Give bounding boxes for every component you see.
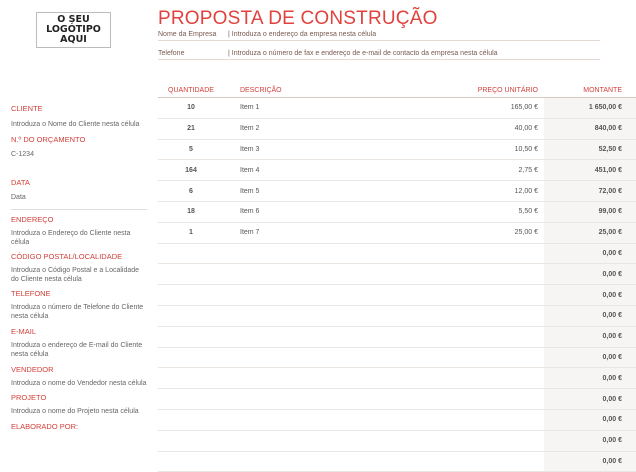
phone-row <box>158 48 600 60</box>
sidebar-divider <box>11 209 147 210</box>
seller-text[interactable]: Introduza o nome do Vendedor nesta célula <box>11 379 147 387</box>
table-row <box>158 160 636 181</box>
header-desc: DESCRIÇÃO <box>224 84 422 98</box>
cell-price[interactable]: 2,75 € <box>422 160 544 181</box>
quote-label: N.º DO ORÇAMENTO <box>11 134 86 144</box>
cell-qty[interactable] <box>158 285 224 306</box>
table-row <box>158 201 636 222</box>
postal-label: CÓDIGO POSTAL/LOCALIDADE <box>11 251 123 261</box>
email-label: E-MAIL <box>11 326 37 336</box>
cell-amount[interactable]: 0,00 € <box>544 389 636 410</box>
cell-desc[interactable] <box>224 305 422 326</box>
cell-desc[interactable] <box>224 430 422 451</box>
cell-amount[interactable]: 25,00 € <box>544 222 636 243</box>
table-row <box>158 347 636 368</box>
project-label: PROJETO <box>11 393 47 402</box>
cell-amount[interactable]: 840,00 € <box>544 118 636 139</box>
cell-desc[interactable] <box>224 347 422 368</box>
cell-price[interactable] <box>422 409 544 430</box>
cell-price[interactable]: 165,00 € <box>422 98 544 119</box>
company-label: Nome da Empresa <box>158 31 217 38</box>
cell-qty[interactable]: 10 <box>158 98 224 119</box>
table-row <box>158 118 636 139</box>
cell-qty[interactable]: 1 <box>158 222 224 243</box>
header-qty: QUANTIDADE <box>158 84 224 98</box>
cell-desc[interactable]: Item 1 <box>224 98 422 119</box>
cell-amount[interactable]: 0,00 € <box>544 305 636 326</box>
cell-price[interactable] <box>422 347 544 368</box>
cell-desc[interactable] <box>224 243 422 264</box>
cell-amount[interactable]: 1 650,00 € <box>544 98 636 119</box>
email-text[interactable]: Introduza o endereço de E-mail do Cliente nesta célula <box>11 341 143 358</box>
cell-amount[interactable]: 0,00 € <box>544 264 636 285</box>
cell-desc[interactable]: Item 6 <box>224 201 422 222</box>
cell-qty[interactable] <box>158 368 224 389</box>
date-text[interactable]: Data <box>11 194 26 201</box>
cell-desc[interactable]: Item 7 <box>224 222 422 243</box>
table-row <box>158 181 636 202</box>
cell-amount[interactable]: 0,00 € <box>544 347 636 368</box>
cell-desc[interactable] <box>224 285 422 306</box>
table-header-row <box>158 84 636 98</box>
table-row <box>158 98 636 119</box>
cell-qty[interactable] <box>158 389 224 410</box>
cell-price[interactable] <box>422 389 544 410</box>
cell-price[interactable] <box>422 264 544 285</box>
cell-amount[interactable]: 52,50 € <box>544 139 636 160</box>
cell-qty[interactable] <box>158 305 224 326</box>
table-row <box>158 305 636 326</box>
cell-qty[interactable] <box>158 430 224 451</box>
items-table <box>158 84 636 472</box>
cell-price[interactable]: 25,00 € <box>422 222 544 243</box>
cell-price[interactable] <box>422 305 544 326</box>
cell-price[interactable] <box>422 451 544 472</box>
project-text[interactable]: Introduza o nome do Projeto nesta célula <box>11 408 139 415</box>
header-amount: MONTANTE <box>544 84 636 98</box>
cell-desc[interactable] <box>224 389 422 410</box>
date-label: DATA <box>11 178 30 187</box>
table-row <box>158 326 636 347</box>
cell-amount[interactable]: 0,00 € <box>544 243 636 264</box>
seller-label: VENDEDOR <box>11 364 54 374</box>
cell-price[interactable] <box>422 368 544 389</box>
cell-desc[interactable] <box>224 368 422 389</box>
cell-price[interactable]: 5,50 € <box>422 201 544 222</box>
cell-amount[interactable]: 0,00 € <box>544 285 636 306</box>
cell-qty[interactable]: 21 <box>158 118 224 139</box>
cell-price[interactable]: 40,00 € <box>422 118 544 139</box>
cell-qty[interactable] <box>158 451 224 472</box>
table-row <box>158 368 636 389</box>
address-text[interactable]: Introduza o Endereço do Cliente nesta célula <box>11 229 131 246</box>
cell-desc[interactable]: Item 3 <box>224 139 422 160</box>
cell-qty[interactable]: 164 <box>158 160 224 181</box>
cell-amount[interactable]: 99,00 € <box>544 201 636 222</box>
prepared-label: ELABORADO POR: <box>11 421 79 431</box>
phone-label: Telefone <box>158 50 185 57</box>
company-value[interactable]: | Introduza o endereço da empresa nesta célula <box>228 31 377 38</box>
cell-desc[interactable] <box>224 264 422 285</box>
cell-amount[interactable]: 0,00 € <box>544 430 636 451</box>
cell-qty[interactable]: 5 <box>158 139 224 160</box>
cell-qty[interactable] <box>158 264 224 285</box>
table-row <box>158 430 636 451</box>
table-row <box>158 409 636 430</box>
cell-price[interactable] <box>422 243 544 264</box>
cell-desc[interactable] <box>224 326 422 347</box>
cell-desc[interactable] <box>224 409 422 430</box>
table-row <box>158 139 636 160</box>
page-title: PROPOSTA DE CONSTRUÇÃO <box>158 8 438 29</box>
cell-qty[interactable] <box>158 347 224 368</box>
cell-qty[interactable]: 18 <box>158 201 224 222</box>
table-row <box>158 243 636 264</box>
cell-desc[interactable]: Item 4 <box>224 160 422 181</box>
client-label: CLIENTE <box>11 104 43 113</box>
phone-value[interactable]: | Introduza o número de fax e endereço de e-mail de contacto da empresa nesta célula <box>228 50 498 57</box>
cell-price[interactable] <box>422 430 544 451</box>
cell-qty[interactable] <box>158 409 224 430</box>
company-row <box>158 29 600 41</box>
table-row <box>158 222 636 243</box>
cell-desc[interactable]: Item 5 <box>224 181 422 202</box>
address-label: ENDEREÇO <box>11 214 54 224</box>
table-row <box>158 389 636 410</box>
cell-amount[interactable]: 0,00 € <box>544 451 636 472</box>
cell-qty[interactable] <box>158 243 224 264</box>
table-row <box>158 264 636 285</box>
cell-amount[interactable]: 451,00 € <box>544 160 636 181</box>
cell-amount[interactable]: 0,00 € <box>544 368 636 389</box>
table-row <box>158 285 636 306</box>
cell-price[interactable]: 12,00 € <box>422 181 544 202</box>
cell-amount[interactable]: 0,00 € <box>544 326 636 347</box>
postal-text[interactable]: Introduza o Código Postal e a Localidade do Cliente nesta célula <box>11 266 140 283</box>
cell-price[interactable]: 10,50 € <box>422 139 544 160</box>
client-text[interactable]: Introduza o Nome do Cliente nesta célula <box>11 121 140 128</box>
table-row <box>158 451 636 472</box>
client-sidebar <box>11 104 147 431</box>
cell-desc[interactable]: Item 2 <box>224 118 422 139</box>
phone-label: TELEFONE <box>11 288 51 298</box>
header-price: PREÇO UNITÁRIO <box>422 84 544 98</box>
cell-amount[interactable]: 72,00 € <box>544 181 636 202</box>
logo-text: O SEU LOGÓTIPO AQUI <box>46 14 101 45</box>
phone-text[interactable]: Introduza o número de Telefone do Cliente nesta célula <box>11 303 144 320</box>
cell-desc[interactable] <box>224 451 422 472</box>
cell-qty[interactable] <box>158 326 224 347</box>
logo-placeholder <box>36 12 111 48</box>
cell-amount[interactable]: 0,00 € <box>544 409 636 430</box>
cell-price[interactable] <box>422 326 544 347</box>
cell-qty[interactable]: 6 <box>158 181 224 202</box>
quote-text[interactable]: C-1234 <box>11 150 34 158</box>
cell-price[interactable] <box>422 285 544 306</box>
